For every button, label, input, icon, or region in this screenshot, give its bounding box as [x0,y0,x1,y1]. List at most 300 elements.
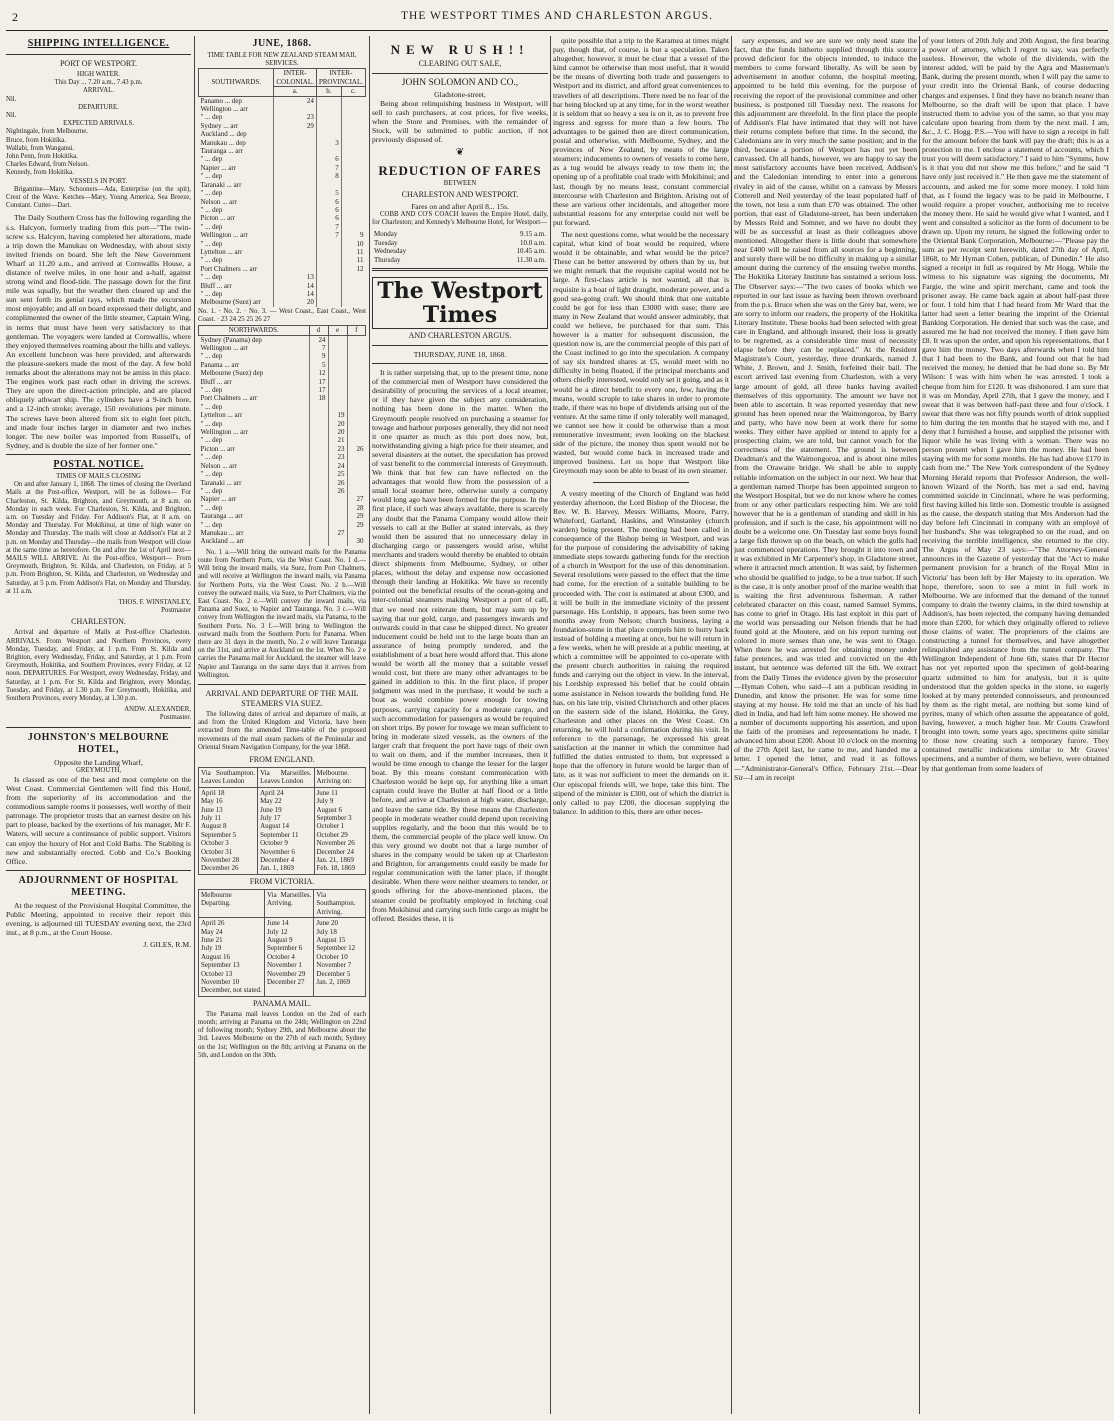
station-cell: Nelson ... arr [200,461,237,470]
charleston-text: Arrival and departure of Mails at Post-office Charleston. ARRIVALS. From Westport and Northern Provinces, every Monday, Tuesday, and Friday, at 1 p.m. From St. Kilda and Brighton, every Wednesday, Friday, and Saturday, at 1 p.m. From Greymouth, Hokitika, and Southern Provinces, every Friday, at 12 noon. DEPARTURES. For Westport, every Wednesday, Friday, and Saturday, at 1 p.m. For St. Kilda and Brighton, every Monday, Tuesday, and Friday, at 1.30 p.m. For Greymouth, Hokitika, and Southern Provinces, every Monday, at 1.30 p.m. [6,629,191,702]
date-entry: November 26 [316,839,355,848]
panama-title: PANAMA MAIL. [253,998,311,1008]
day-cell: 23 [274,113,317,121]
intercolonial-label: INTER-COLONIAL. [274,69,317,87]
table-header: Via Marseilles. Arriving. [265,889,314,917]
station-cell: Sydney (Panama) dep [200,335,262,344]
day-cell [309,462,328,470]
vessels-text: Brigantine—Mary. Schooners—Ada, Enterprise (on the spit), Crest of the Wave. Ketches—Mary, Young America, Sea Breeze, Constant. Cutter—Dart. [6,185,191,210]
table-row [199,361,366,369]
day-cell [328,512,347,520]
date-entry: June 21 [201,935,223,944]
month-heading: JUNE, 1868. [252,38,312,49]
station-cell: " ... dep [200,273,223,282]
day-cell [316,273,341,281]
column-1 [6,36,191,1416]
table-row [199,403,366,411]
shipping-heading: SHIPPING INTELLIGENCE. [27,38,170,49]
day-cell [328,537,347,545]
table-cell [314,787,366,874]
charleston-signature: ANDW. ALEXANDER, [124,706,191,714]
table-cell [258,787,314,874]
date-entry: December 27 [267,977,305,986]
date-entry: June 20 [316,919,338,928]
table-row [199,198,366,206]
postal-subheading: TIMES OF MAILS CLOSING [56,472,141,480]
southwards-label: SOUTHWARDS. [199,69,274,96]
day-cell [274,172,317,180]
day-cell [274,155,317,163]
day-cell [341,105,365,113]
table-cell [199,787,258,874]
table-row [199,122,366,130]
postal-signature: THOS. F. WINSTANLEY, [118,598,191,606]
date-entry: June 19 [260,805,282,814]
table-row [199,453,366,461]
day-cell [316,147,341,155]
date-entry: November 1 [267,961,302,970]
station-cell: Auckland ... arr [200,537,245,546]
day-cell [274,130,317,138]
panama-text: The Panama mail leaves London on the 2nd of each month; arriving at Panama on the 24th; Wellington on 22nd of following month; Sydney 29th, and Melbourne about the 3rd. Leaves Melbourne on the 27th of each month; Sydney on the 1st; Wellington on the 8th; arriving at Panama on the 5th, and London on the 30th. [198,1010,366,1059]
day-cell [309,504,328,512]
table-row [199,394,366,402]
day-cell [309,537,328,545]
station-cell: " ... dep [200,189,223,198]
day-cell [316,282,341,290]
date-entry: September 13 [201,961,240,970]
table-row [199,290,366,298]
local-news-continued: of your letters of 20th July and 20th August, the first bearing a power of attorney, which I regret to say, was perfectly useless. However, the whole of the dividends, with the interest added, will be paid by the Agra and Masterman's Bank, during the present month, when I will pay the same to your credit into the Oriental Bank, of course deducting charges and expenses. I find they have no branch nearer than Melbourne, so the draft will be upon that place. I have instructed them to advise you of the same, so that you may calculate upon hearing from them by the next mail. I am, &c., J. C. Hogg. P.S.—You will have to sign a receipt in full for the amount before the bank will pay the draft; this is as a protection to me. I enclose a statement of accounts, which I trust you will deem satisfactory." I said to him "Symms, how is it that you did not show me this before," and he said "I have only just received it." He then gave me the statement of accounts, and asked me for some more money. I told him that, as I found the legacy was to be paid in Melbourne, I would require a proper voucher, authorising me to receive the money there. He said he would give what I wanted, and I went and consulted a solicitor as the form of document to be drawn up. Upon my return, he signed the following order to the Oriental Bank Corporation, Melbourne:—"Please pay the sum as per receipt sent herewith, dated 27th day of April, 1868, to Mr Hyman Cohen, publican, of Dunedin." He also signed a receipt in full as required by Mr Hogg. While the witness to his signature was signing the documents, Mr Fargie, the wine and spirit merchant, came and took the prisoner away. He came back again at about half-past three or four. I told him that I had heard from Mr Ward that the latter had seen a letter bearing the imprint of the Oriental Banking Corporation. He denied that such was the case, and assured me he had not received the money. I then gave him £8. It was upon the order, and upon his representations, that I gave him the money. Two days afterwards when I told him that I had been to the Bank, and found out that he had received the money, he denied that he had done so. By Mr Wilson: I was with him when he was arrested. I took a cheque from him for £120. It was dishonored. I am sure that it was on Monday, April 27th, that I gave the money, and I swear that it was between half-past three and four o'clock. I swear that there was not fifty pounds worth of drink supplied to him during the ten months that he stayed with me, and I deny that I furnished a house, and supplied the prisoner with liquor while he was living with a woman. There was no person present when I gave him the money. He had been staying with me for some months. He has had above £170 in cash from me." The New York correspondent of the Sydney Morning Herald reports that Professor Anderson, the well-known Wizard of the North, has met a sad end, having committed suicide in Cincinnati, where he was performing, first having killed his little son. Domestic trouble is assigned as the cause, the despatch stating that Mrs Anderson had the day before left Cincinnati in company with an employé of her husband's. She was telegraphed to on the road, and on receiving the terrible intelligence, she returned to the city. The Argus of May 23 says:—"The Attorney-General announces in the Gazette of yesterday that the 'Act to make permanent provision for a branch of the Royal Mint in Victoria' has been left by Her Majesty to its operation. We hope, therefore, soon to see a mint in full work in Melbourne. We are informed that the demand of the tunnel company to drain the twenty claims, in the third township at Addison's, has been rejected, the company having demanded more than £200, for which they originally offered to relieve those claims of water. The proprietors of the claims are constructing a tunnel for themselves, and have altogether relinquished any assistance from the tunnel company. The Wellington Independent of June 6th, states that Dr Hector has not yet reported upon the specimen of gold-bearing quartz submitted to him for analysis, but it is quite understood that the golden specks in the stone, so eagerly looked at by many pretended connoisseurs, and pronounced by them as the right metal, are nothing but some kind of pyrites, many of which often assume the appearance of gold, having, however, a much higher hue. Mr Coutts Crawford brought into town, some years ago, specimens quite similar to those now creating such a temporary furore. They contained metallic indications similar to Mr Graves' specimens, and a number of them, we believe, were obtained by that gentleman from some leaders of [922,36,1109,773]
station-cell: Bluff ... arr [200,281,232,290]
day-cell [274,256,317,264]
postal-text: On and after January 1, 1868. The times of closing the Overland Mails at the Post-office, Westport, will be as follows— For Charleston, St. Kilda, Brighton, and Greymouth, at 8 a.m. on Monday in each week. For Charleston, St. Kilda, and Brighton, a.m. on Tuesday and Friday. For Addison's Flat, at 8 a.m. on Monday and Thursday. For Mokihinui, at time of high water on Monday and Thursday. The mails will close at Addison's Flat at 2 p.m. on Monday and Thursday—the mails from Westport will close at the same time as heretofore. On and after the 1st of April next— MAILS WILL ARRIVE. At the Post-office, Westport— From Greymouth, Brighton, St. Kilda, and Charleston, on Friday, at 5 p.m. From Brighton, St. Kilda, and Charleston, on Wednesday and Saturday, at 5 p.m. From Addison's Flat, on Monday and Thursday, at 11 a.m. [6,481,191,595]
table-cell [199,918,265,997]
suez-title: ARRIVAL AND DEPARTURE OF THE MAIL STEAMERS VIA SUEZ. [205,689,359,708]
halcyon-article: The Daily Southern Cross has the following regarding the s.s. Halcyon, formerly trading from this port—"The twin-screw s.s. Halcyon, having completed her alterations, made a trip down the Manukau on Wednesday, with about sixty invited friends on board. She left the New Government Wharf at 11.20 a.m., and arrived at Cornwallis House, a distance of twelve miles, in one hour and a-half, against strong wind and flood-tide. The passage down for the first mile was squally, but the weather then cleared up and the sun sent forth its genial rays, which made the excursion most enjoyable; and all on board expressed their delight, and complimented the owner of the little steamer, Captain Wing, in terms that must have been very satisfactory to that gentleman. The voyagers were landed at Cornwallis, where they enjoyed themselves roaming about the hills and valleys. An excellent luncheon was here provided, and afterwards the pleasure-seekers made the most of the day. A few bold remarks about the alterations may not be amiss in this place. The engines work past each other in driving the screws. They are upon the direct-action principle, and are placed obliquely athwart ship. The cylinders have a 9-inch bore, and a 12-inch stroke; average, 150 revolutions per minute. The screws have been altered from six to eight feet pitch, and made four inches larger in diameter and two inches longer. The new boiler was imported from Russell's, of Sydney, and is double the size of her former one." [6,213,191,450]
fares-line: Fares on and after April 8... 15s. [411,201,509,211]
day-cell [328,352,347,360]
table-row [199,273,366,281]
day-cell [328,335,347,344]
station-cell: Napier ... arr [200,163,237,172]
column-5 [734,36,917,1416]
day-cell: 20 [328,428,347,436]
day-cell: 25 [328,470,347,478]
table-row [199,164,366,172]
date-entry: October 3 [201,839,229,848]
day-cell [274,189,317,197]
date-entry: October 13 [201,969,233,978]
date-entry: October 9 [260,839,288,848]
station-cell: Manukau ... dep [200,138,246,147]
day-cell [328,504,347,512]
day-cell [347,453,366,461]
table-row [199,189,366,197]
station-cell: Taranaki ... arr [200,180,242,189]
table-header: Via Southampton. Leaves London [199,768,258,788]
from-england-heading: FROM ENGLAND. [249,755,315,765]
station-cell: " ... dep [200,470,223,479]
table-row [199,470,366,478]
rule [372,73,548,74]
day-cell: 10 [341,240,365,248]
table-row [199,282,366,290]
list-item: Nightingale, from Melbourne. [6,128,88,136]
expected-arrivals-label: EXPECTED ARRIVALS. [63,120,134,128]
day-cell: 6 [316,198,341,206]
date-entry: October 31 [201,847,233,856]
col-d: d [309,326,328,335]
column-6 [922,36,1109,1416]
date-entry: October 29 [316,830,348,839]
adjournment-title: ADJOURNMENT OF HOSPITAL MEETING. [18,874,179,898]
day-cell [309,529,328,537]
day-cell: 20 [274,298,317,306]
high-water-label: HIGH WATER. [77,71,120,78]
date-entry: May 22 [260,797,282,806]
hotel-town: GREYMOUTH, [75,766,122,774]
day-cell [316,298,341,306]
date-entry: Jan. 2, 1869 [316,977,351,986]
date-entry: September 11 [260,830,299,839]
table-row [199,206,366,214]
date-entry: September 3 [316,814,352,823]
station-cell: Picton ... arr [200,214,235,223]
suez-text: The following dates of arrival and departure of mails, at and from the United Kingdom and Victoria, have been extracted from the amended Time-table of the proposed movements of the mail steam packets of the Peninsular and Oriental Steam Navigation Company, for the year 1868. [198,711,366,751]
day-cell [341,147,365,155]
station-cell: Panamo ... dep [200,96,242,105]
day-cell: 26 [347,445,366,453]
column-divider [550,36,551,1414]
date-entry: April 24 [260,788,284,797]
newspaper-title: THE WESTPORT TIMES AND CHARLESTON ARGUS. [401,10,713,22]
date-entry: July 19 [201,944,222,953]
table-row [199,386,366,394]
station-cell: " ... dep [200,222,223,231]
date-entry: Feb. 18, 1869 [316,864,355,873]
date-entry: October 1 [316,822,345,831]
day-cell: 7 [309,344,328,352]
day-cell: 14 [274,290,317,298]
date-entry: August 8 [201,822,227,831]
table-row [199,529,366,537]
day-cell: 23 [328,445,347,453]
day-cell [309,411,328,419]
day-cell [274,147,317,155]
from-victoria-heading: FROM VICTORIA. [249,876,315,886]
day-cell: 23 [328,453,347,461]
date-entry: June 11 [316,788,338,797]
day-cell [274,223,317,231]
station-cell: " ... dep [200,436,223,445]
day-cell [341,206,365,214]
day-cell: 29 [347,521,366,529]
day-cell [341,214,365,222]
day-cell [341,155,365,163]
table-row [199,521,366,529]
table-row [199,411,366,419]
day-cell: 24 [328,462,347,470]
day-cell [274,206,317,214]
station-cell: Port Chalmers ... arr [200,394,258,403]
station-cell: " ... dep [200,256,223,265]
sale-text: Being about relinquishing business in Westport, will sell to cash purchasers, at cost prices, for five weeks, when the Store and Premises, with the remainder of Stock, will be submitted to public auction, if not previously disposed of. [372,99,548,145]
day-cell [309,420,328,428]
station-cell: Napier ... arr [200,495,237,504]
departure-label: DEPARTURE. [78,103,119,111]
day-cell [347,420,366,428]
day-cell [309,487,328,495]
date-entry: July 17 [260,814,281,823]
arrival-label: ARRIVAL. [82,87,115,95]
day-cell [316,105,341,113]
charleston-heading: CHARLESTON. [71,617,126,627]
day-cell: 29 [347,512,366,520]
editorial-continued: The next questions come, what would be the necessary capital, what kind of boat would be required, where would it be obtainable, and what would be the price? These can be better answered by others than by us, but we might remark that the requisite capital would not be large. A first-class article is not wanted, all that is requisite is a boat of light draught, moderate power, and a good sea-going craft. We should think that one suitable could be got for less than £3000 with ease; there are many in New Zealand that would answer admirably, that could we believe, be purchased for that sum. This however is a matter for subsequent discussion, the question now is, are the commercial people of this part of the Coast inclined to go into the speculation. A company of say six hundred shares at £5, would meet with no difficulty in being floated, if the principal merchants and others chiefly interested, would only set it going, and as it would be a direct benefit to every one, few, having the means, would scruple to take shares in order to promote trade, if there was no hope of dividends arising out of the venture. At the same time if only tolerably well managed, we cannot see how it could be otherwise than a most remunerative investment; even looking on the blackest side of the picture, the money thus spent would not be wasted, but would come back in increased trade and improved business. Let us hope that Westport like Greymouth may soon be able to boast of its own steamer. [553,229,729,476]
day-cell [328,369,347,377]
table-row [199,495,366,503]
column-divider [369,36,370,1414]
day-cell [347,335,366,344]
day-cell [309,521,328,529]
fares-places: CHARLESTON AND WESTPORT. [401,189,519,199]
table-row [199,352,366,360]
station-cell: Taranaki ... arr [200,478,242,487]
table-row [199,335,366,344]
table-row [199,256,366,264]
day-cell [347,529,366,537]
postal-role: Postmaster [161,607,191,615]
hotel-title: JOHNSTON'S MELBOURNE HOTEL, [27,731,170,755]
date-entry: May 16 [201,797,223,806]
date-entry: October 4 [267,952,295,961]
day-cell [341,282,365,290]
table-cell [314,918,366,997]
table-header: Via Marseilles. Leaves London [258,768,314,788]
day-cell [347,352,366,360]
station-cell: " ... dep [200,352,223,361]
day-cell [347,436,366,444]
day-cell [328,361,347,369]
col-c: c. [341,87,365,96]
southwards-rows [199,96,366,307]
list-item: John Penn, from Hokitika. [6,153,78,161]
table-row [199,240,366,248]
timetable-northwards [198,325,366,546]
station-cell: " ... dep [200,503,223,512]
day-cell [316,265,341,273]
day-cell [347,344,366,352]
day-cell: 24 [274,96,317,105]
day-cell [341,181,365,189]
table-row [199,298,366,306]
date-entry: August 9 [267,935,293,944]
table-row [199,504,366,512]
station-cell: " ... dep [200,289,223,298]
station-cell: Tauranga ... arr [200,147,243,156]
departure-value: Nil. [6,112,17,120]
day-cell [309,512,328,520]
from-victoria-table [198,889,366,997]
hotel-text: Is classed as one of the best and most complete on the West Coast. Commercial Gentlemen will find this Hotel, from the superiority of its accommodation and the commodious sample rooms it possesses, well worthy of their patronage. The proprietor trusts that an earnest desire on his part to please, backed by the exertions of his manager, Mr F. Waters, will secure a continuance of public support. Visitors can enjoy the luxury of Hot and Cold Baths. The Stabling is new and substantially erected. Cobb and Co.'s Booking Office. [6,774,191,866]
table-row [199,512,366,520]
dateline: THURSDAY, JUNE 18, 1868. [413,349,507,359]
table-row [199,445,366,453]
column-divider [194,36,195,1414]
day-cell [347,428,366,436]
day-cell: 5 [309,361,328,369]
table-row [199,130,366,138]
date-entry: December 26 [201,864,239,873]
northwards-rows [199,335,366,546]
day-cell [316,122,341,130]
date-entry: September 6 [267,944,303,953]
date-entry: July 9 [316,797,334,806]
date-entry: November 6 [260,847,295,856]
day-cell [341,223,365,231]
day-cell [316,290,341,298]
table-cell [265,918,314,997]
table-row [199,378,366,386]
date-entry: November 29 [267,969,306,978]
station-cell: Panama ... arr [200,360,240,369]
date-entry: June 13 [201,805,223,814]
day-cell [309,453,328,461]
day-cell [274,214,317,222]
station-cell: " ... dep [200,453,223,462]
day-cell [274,265,317,273]
arrival-value: Nil. [6,95,17,103]
day-cell [347,411,366,419]
date-entry: June 14 [267,919,289,928]
day-cell: 13 [274,273,317,281]
table-row [199,462,366,470]
day-cell: 26 [328,487,347,495]
day-cell [274,198,317,206]
date-entry: December 24 [316,847,355,856]
list-item: Bruce, from Hokitika. [6,136,67,144]
date-entry: November 10 [201,977,240,986]
column-divider [731,36,732,1414]
station-cell: Wellington ... arr [200,231,248,240]
rule [372,268,548,271]
table-row [199,96,366,105]
hotel-subtitle: Opposite the Landing Wharf, [54,757,143,767]
station-cell: Port Chalmers ... arr [200,264,258,273]
southwards-extra: No. 1. · No. 2. · No. 3. — West Coast., East Coast., West Coast. · 23 24 25 25 26 27 [198,307,366,323]
day-cell [347,378,366,386]
rule [372,363,548,364]
day-cell [316,256,341,264]
station-cell: Lyttelton ... arr [200,411,243,420]
table-row [199,231,366,239]
day-cell [309,403,328,411]
table-header: Via Southampton. Arriving. [314,889,366,917]
day-cell: 17 [309,386,328,394]
column-3 [372,36,548,1416]
day-cell [309,428,328,436]
day-cell [347,369,366,377]
station-cell: Wellington ... arr [200,344,248,352]
day-cell: 27 [347,495,366,503]
page-header [0,0,1114,34]
fares-title: REDUCTION OF FARES [378,162,542,178]
fares-between: BETWEEN [443,179,477,187]
new-rush-title: NEW RUSH!! [390,42,530,57]
day-cell [341,130,365,138]
table-row [199,139,366,147]
date-entry: July 12 [267,927,288,936]
day-cell [347,462,366,470]
station-cell: " ... dep [200,486,223,495]
day-cell [347,386,366,394]
day-cell [341,122,365,130]
table-row [199,487,366,495]
charleston-role: Postmaster. [159,714,191,722]
day-cell: 9 [341,231,365,239]
firm-name: JOHN SOLOMON AND CO., [401,78,519,88]
table-row [199,223,366,231]
rule [372,345,548,346]
col-a: a. [274,87,317,96]
date-entry: Jan. 1, 1869 [260,864,294,873]
list-item: Kennedy, from Hokitika. [6,169,74,177]
editorial-continued: quite possible that a trip to the Karamea at times might pay, though that, of course, is but a speculation. Taken altogether, however, it must be clear that a vessel of the kind cannot be otherwise than most useful, that it would be the means of diverting both trade and passengers to Westport and its district, and afford great conveniences to travellers of all descriptions. There need be no fear of the bar being blocked up at any time, for in the worst weather it is seldom that so heavy a sea is on it, as to prevent free ingress and egress for more than a few hours. The advantages to be gained then are direct communication, postal and otherwise, with Melbourne, Sydney, and the provinces of New Zealand, by means of the large steamers; inducements to owners of vessels to come here, as a tug would be always ready to tow them in; the opening up of a profitable coal trade with Mokihinui; and last, though by no means least, constant commercial intercourse with Charleston and Brighton. Arising out of these are various other incidentals, and altogether more substantial reasons for any enterprise could not well be put forward. [553,36,729,227]
day-cell [341,139,365,147]
day-cell [328,394,347,402]
day-cell [309,495,328,503]
date-entry: May 24 [201,927,223,936]
table-header: Melbourne. Arriving on: [314,768,366,788]
date-entry: April 18 [201,788,225,797]
station-cell: " ... dep [200,402,223,411]
column-divider [919,36,920,1414]
date-entry: Jan. 21, 1869 [316,856,354,865]
day-cell [309,436,328,444]
station-cell: " ... dep [200,155,223,164]
vessels-label: VESSELS IN PORT. [69,177,128,185]
local-news-text: sary expenses, and we are sure we only need state the fact, that the funds hitherto supplied through this source proved deficient for the objects intended, to induce the members to come forward liberally. As will be seen by advertisement in another column, the hospital meeting, appointed to be held this evening, for the purpose of receiving the report of the provisional committee and other business, is postponed till Tuesday next. The reasons for this adjournment are threefold. In the first place the people of Addison's Flat have intimated that they will not have their returns complete before that time. In the second, the Caledonians are in very much the same position; and in the third, because a portion of Westport has not yet been canvassed. On all hands, however, we are happy to say the most satisfactory accounts have been received, Addison's and the Caledonian intending to enter into a generous rivalry in aid of the cause, whilst on a canvass by Messrs Cotterell and Neil yesterday of the least populated half of the town, not less a sum than £70 was obtained. The other portion, that east of Gladstone-street, has been undertaken by Messrs Reid and Somner, and we have no doubt they will be as successful at least as their colleagues above mentioned. Altogether there is little doubt that somewhere near £400 will be raised from all sources for a beginning, and surely there will be no difficulty in making up a similar amount during the currency of the ensuing twelve months. The Hokitika Literary Institute has sustained a serious loss. The Observer says:—"The two cases of books which we reported in our last issue as having been thrown overboard from the p.s. Bruce when she was on the Grey bar, were, we are sorry to inform our readers, the property of the Hokitika Literary Institute. These books had been selected with great care in England, and although insured, their loss is greatly to be regretted, as a considerable time must of necessity elapse before they can be replaced." At the Resident Magistrate's Court, yesterday, three drunkards, named J. White, J. Brown, and J. Smith, forfeited their bail. The escort arrived last evening from Charleston, with a very large amount of gold, all three banks having availed themselves of this opportunity. The amount we have not been able to ascertain. It was reported yesterday that new ground has been opened near the Waimongoroa, by Barry and party, who have now been at work there for some weeks. They either have applied or intend to apply for a prospecting claim, we are told, but cannot vouch for the correctness of the statement. The ground is between Deadman's and the Waimongoroa, and is about nine miles from the Orawaite bridge. We shall be able to supply reliable information on the subject in our next. We hear that a gentleman named Thorpe has been appointed surgeon to the Westport Hospital, but we do not know where he comes from or any other particulars respecting him. We are told however that he is a gentleman of standing and skill in his profession, and if such is the case, his appointment will no doubt be a welcome one. On Tuesday last some boys found a large fish thrown up on the beach, on which the gulls had just commenced operations. They brought it into town and it was exhibited in Mr Carpenter's shop, in Gladstone street, where it attracted much attention. It was said, by fishermen who should be qualified to judge, to be a true turbot. If such is the case, it is only another proof of the marine wealth that is waiting the first adventurous fisherman. A rather celebrated character on this coast, named Samuel Symms, has come to grief in Otago. His last exploit in this part of the world was persuading our Nelson friends that he had found gold at the Moutere, and on his report turning out colored in more senses than one, he was sent to Otago. When there he was arrested for obtaining money under false pretences, and was tried and convicted on the 4th instant, but sentence was deferred till the 6th. We extract from the Daily Times the evidence given by the prosecutor—Hyman Cohen, who said—I am a publican residing in Dunedin, and know the prisoner. He was for some time staying at my house. He told me that an uncle of his had died in India, and had left him some money. He showed me a number of documents supporting his assertion, and upon the faith of the promises and representations he made, I advanced him about £200. About 10 o'clock on the morning of the 27th April last, he came to me, and handed me a letter. I opened the letter, and read it as follows—"Administrator-General's Office, February 21st.—Dear Sir—I am in receipt [734,36,917,782]
date-entry: December, not stated. [201,986,262,995]
table-row [199,436,366,444]
day-cell: 12 [341,265,365,273]
day-cell [316,130,341,138]
station-cell: Melbourne (Suez) dep [200,369,264,378]
day-cell: 24 [309,335,328,344]
station-cell: Bluff ... arr [200,377,232,386]
station-cell: " ... dep [200,520,223,529]
masthead-subtitle: AND CHARLESTON ARGUS. [408,330,512,340]
day-cell: 7 [316,223,341,231]
masthead: The Westport Times [372,277,548,329]
day-cell [309,470,328,478]
station-cell: Manukau ... arr [200,528,244,537]
day-cell: 5 [316,189,341,197]
table-row [199,214,366,222]
day-cell: 11 [341,248,365,256]
day-cell [341,172,365,180]
day-cell [309,479,328,487]
date-entry: December 5 [316,969,351,978]
day-cell: 18 [309,394,328,402]
station-cell: Tauranga ... arr [200,512,243,521]
day-cell: 20 [328,420,347,428]
day-cell [347,479,366,487]
rule [6,454,191,455]
day-cell [341,113,365,121]
station-cell: " ... dep [200,386,223,395]
